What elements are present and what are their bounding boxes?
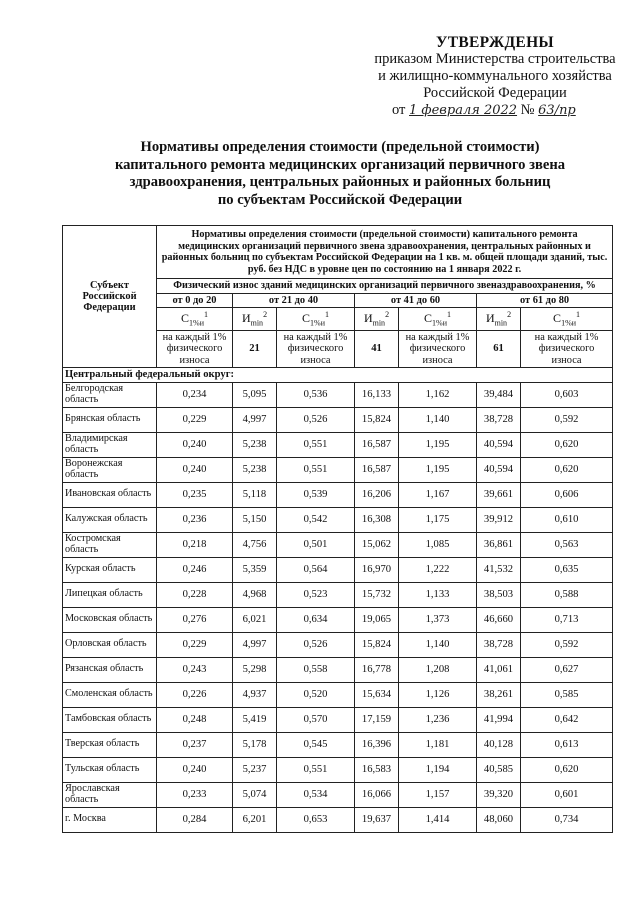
- value-cell: 41,532: [477, 557, 521, 582]
- value-cell: 0,585: [521, 682, 613, 707]
- value-cell: 0,606: [521, 482, 613, 507]
- from-label: от: [392, 102, 406, 118]
- region-name: Ивановская область: [63, 482, 157, 507]
- table-row: [63, 382, 613, 407]
- region-name: Владимирская область: [63, 432, 157, 457]
- region-name: Рязанская область: [63, 657, 157, 682]
- value-cell: 1,126: [399, 682, 477, 707]
- region-name: Липецкая область: [63, 582, 157, 607]
- value-cell: 5,150: [233, 507, 277, 532]
- imin-value: 41: [355, 330, 399, 368]
- symbol-sub: min: [372, 318, 386, 328]
- value-cell: 0,218: [157, 532, 233, 557]
- region-name: Смоленская область: [63, 682, 157, 707]
- value-cell: 0,570: [277, 707, 355, 732]
- approval-line: приказом Министерства строительства: [374, 51, 616, 67]
- value-cell: 1,373: [399, 607, 477, 632]
- value-cell: 6,021: [233, 607, 277, 632]
- value-cell: 0,526: [277, 407, 355, 432]
- value-cell: 48,060: [477, 807, 521, 832]
- value-cell: 17,159: [355, 707, 399, 732]
- symbol-main: И: [485, 310, 495, 325]
- value-cell: 0,620: [521, 432, 613, 457]
- value-cell: 5,118: [233, 482, 277, 507]
- imin-value: 21: [233, 330, 277, 368]
- region-name: Ярославская область: [63, 782, 157, 807]
- symbol-sup: 1: [446, 309, 451, 319]
- value-cell: 5,237: [233, 757, 277, 782]
- value-cell: 16,206: [355, 482, 399, 507]
- per-percent-note: на каждый 1% физического износа: [157, 330, 233, 368]
- value-cell: 19,065: [355, 607, 399, 632]
- table-row: [63, 557, 613, 582]
- value-cell: 0,603: [521, 382, 613, 407]
- subject-header: Субъект Российской Федерации: [63, 226, 157, 368]
- district-row: [63, 368, 613, 382]
- value-cell: 0,592: [521, 632, 613, 657]
- value-cell: 0,653: [277, 807, 355, 832]
- value-cell: 0,558: [277, 657, 355, 682]
- value-cell: 0,534: [277, 782, 355, 807]
- table-row: [63, 582, 613, 607]
- value-cell: 5,238: [233, 432, 277, 457]
- value-cell: 19,637: [355, 807, 399, 832]
- symbol-sup: 1: [576, 309, 581, 319]
- handwritten-date: 1 февраля 2022: [409, 103, 518, 118]
- value-cell: 0,226: [157, 682, 233, 707]
- table-row: [63, 632, 613, 657]
- value-cell: 41,994: [477, 707, 521, 732]
- value-cell: 4,997: [233, 407, 277, 432]
- value-cell: 1,236: [399, 707, 477, 732]
- imin-symbol: [355, 307, 399, 330]
- value-cell: 0,635: [521, 557, 613, 582]
- value-cell: 0,240: [157, 757, 233, 782]
- region-name: Московская область: [63, 607, 157, 632]
- value-cell: 4,937: [233, 682, 277, 707]
- value-cell: 0,240: [157, 432, 233, 457]
- table-row: [63, 682, 613, 707]
- value-cell: 0,564: [277, 557, 355, 582]
- value-cell: 15,634: [355, 682, 399, 707]
- value-cell: 1,133: [399, 582, 477, 607]
- approval-line: и жилищно-коммунального хозяйства: [378, 68, 612, 84]
- imin-value: 61: [477, 330, 521, 368]
- document-title: [60, 139, 620, 209]
- value-cell: 40,594: [477, 457, 521, 482]
- table-row: [63, 757, 613, 782]
- value-cell: 1,167: [399, 482, 477, 507]
- value-cell: 0,620: [521, 757, 613, 782]
- symbol-main: С: [424, 310, 433, 325]
- value-cell: 0,642: [521, 707, 613, 732]
- value-cell: 16,970: [355, 557, 399, 582]
- value-cell: 41,061: [477, 657, 521, 682]
- title-line: здравоохранения, центральных районных и районных больниц: [129, 174, 551, 191]
- c-symbol: [521, 307, 613, 330]
- value-cell: 40,128: [477, 732, 521, 757]
- symbol-sup: 1: [203, 309, 208, 319]
- wear-header: Физический износ зданий медицинских организаций первичного звеназдравоохранения, %: [157, 279, 613, 294]
- table-row: [63, 532, 613, 557]
- value-cell: 0,601: [521, 782, 613, 807]
- handwritten-number: 63/пр: [538, 103, 576, 118]
- region-name: Костромская область: [63, 532, 157, 557]
- value-cell: 16,778: [355, 657, 399, 682]
- region-name: г. Москва: [63, 807, 157, 832]
- symbol-sup: 2: [507, 309, 512, 319]
- value-cell: 36,861: [477, 532, 521, 557]
- table-row: [63, 607, 613, 632]
- title-line: капитального ремонта медицинских организаций первичного звена: [114, 156, 566, 173]
- table-row: [63, 782, 613, 807]
- value-cell: 1,195: [399, 457, 477, 482]
- c-symbol: [399, 307, 477, 330]
- value-cell: 16,587: [355, 432, 399, 457]
- approval-block: [360, 34, 630, 119]
- symbol-main: С: [181, 310, 190, 325]
- value-cell: 1,208: [399, 657, 477, 682]
- region-name: Брянская область: [63, 407, 157, 432]
- value-cell: 4,756: [233, 532, 277, 557]
- region-name: Калужская область: [63, 507, 157, 532]
- value-cell: 40,594: [477, 432, 521, 457]
- value-cell: 0,248: [157, 707, 233, 732]
- value-cell: 16,066: [355, 782, 399, 807]
- value-cell: 1,175: [399, 507, 477, 532]
- value-cell: 1,195: [399, 432, 477, 457]
- value-cell: 16,583: [355, 757, 399, 782]
- value-cell: 0,501: [277, 532, 355, 557]
- symbol-sub: 1%и: [310, 318, 325, 328]
- value-cell: 39,912: [477, 507, 521, 532]
- value-cell: 0,539: [277, 482, 355, 507]
- symbol-main: С: [553, 310, 562, 325]
- table-row: [63, 807, 613, 832]
- value-cell: 4,997: [233, 632, 277, 657]
- value-cell: 0,523: [277, 582, 355, 607]
- main-header: Нормативы определения стоимости (предельной стоимости) капитального ремонта медицинских организаций первичного звена здравоохранения, центральных районных и районных больниц по субъектам Российской Федерации на 1 кв. м. общей площади зданий, тыс. руб. без НДС в уровне цен по состоянию на 1 января 2022 г.: [157, 226, 613, 279]
- district-label: Центральный федеральный округ:: [63, 368, 613, 382]
- value-cell: 15,062: [355, 532, 399, 557]
- range-header: от 41 до 60: [355, 293, 477, 307]
- norms-table: [62, 225, 613, 833]
- imin-symbol: [477, 307, 521, 330]
- value-cell: 0,713: [521, 607, 613, 632]
- value-cell: 38,728: [477, 632, 521, 657]
- value-cell: 1,414: [399, 807, 477, 832]
- value-cell: 5,095: [233, 382, 277, 407]
- value-cell: 0,620: [521, 457, 613, 482]
- symbol-main: С: [302, 310, 311, 325]
- value-cell: 1,181: [399, 732, 477, 757]
- value-cell: 0,229: [157, 407, 233, 432]
- approval-date-line: [360, 102, 630, 119]
- value-cell: 0,588: [521, 582, 613, 607]
- value-cell: 0,233: [157, 782, 233, 807]
- range-header: от 61 до 80: [477, 293, 613, 307]
- value-cell: 0,520: [277, 682, 355, 707]
- value-cell: 0,234: [157, 382, 233, 407]
- value-cell: 0,240: [157, 457, 233, 482]
- symbol-sup: 2: [263, 309, 268, 319]
- value-cell: 0,613: [521, 732, 613, 757]
- approval-title: УТВЕРЖДЕНЫ: [436, 34, 554, 51]
- value-cell: 0,542: [277, 507, 355, 532]
- value-cell: 0,235: [157, 482, 233, 507]
- value-cell: 5,298: [233, 657, 277, 682]
- value-cell: 0,551: [277, 432, 355, 457]
- value-cell: 15,824: [355, 407, 399, 432]
- value-cell: 0,276: [157, 607, 233, 632]
- table-row: [63, 707, 613, 732]
- symbol-sub: 1%и: [432, 318, 447, 328]
- value-cell: 15,732: [355, 582, 399, 607]
- title-line: Нормативы определения стоимости (предельной стоимости): [140, 139, 540, 155]
- value-cell: 46,660: [477, 607, 521, 632]
- table-row: [63, 732, 613, 757]
- region-name: Курская область: [63, 557, 157, 582]
- value-cell: 15,824: [355, 632, 399, 657]
- value-cell: 1,140: [399, 407, 477, 432]
- value-cell: 0,526: [277, 632, 355, 657]
- value-cell: 16,308: [355, 507, 399, 532]
- value-cell: 0,229: [157, 632, 233, 657]
- region-name: Орловская область: [63, 632, 157, 657]
- value-cell: 39,484: [477, 382, 521, 407]
- value-cell: 0,734: [521, 807, 613, 832]
- symbol-sub: 1%и: [189, 318, 204, 328]
- range-header: от 0 до 20: [157, 293, 233, 307]
- per-percent-note: на каждый 1% физического износа: [521, 330, 613, 368]
- value-cell: 0,243: [157, 657, 233, 682]
- value-cell: 5,074: [233, 782, 277, 807]
- value-cell: 4,968: [233, 582, 277, 607]
- table-row: [63, 482, 613, 507]
- approval-line: Российской Федерации: [423, 85, 567, 101]
- value-cell: 5,419: [233, 707, 277, 732]
- value-cell: 40,585: [477, 757, 521, 782]
- per-percent-note: на каждый 1% физического износа: [399, 330, 477, 368]
- value-cell: 0,284: [157, 807, 233, 832]
- value-cell: 6,201: [233, 807, 277, 832]
- value-cell: 0,592: [521, 407, 613, 432]
- value-cell: 0,551: [277, 457, 355, 482]
- value-cell: 0,237: [157, 732, 233, 757]
- value-cell: 0,246: [157, 557, 233, 582]
- value-cell: 0,236: [157, 507, 233, 532]
- value-cell: 0,627: [521, 657, 613, 682]
- table-row: [63, 457, 613, 482]
- symbol-sub: min: [494, 318, 508, 328]
- value-cell: 5,359: [233, 557, 277, 582]
- value-cell: 1,157: [399, 782, 477, 807]
- value-cell: 16,133: [355, 382, 399, 407]
- value-cell: 0,228: [157, 582, 233, 607]
- region-name: Тульская область: [63, 757, 157, 782]
- title-line: по субъектам Российской Федерации: [217, 191, 463, 208]
- c-symbol: [277, 307, 355, 330]
- table-row: [63, 407, 613, 432]
- symbol-main: И: [363, 310, 373, 325]
- value-cell: 38,503: [477, 582, 521, 607]
- region-name: Тверская область: [63, 732, 157, 757]
- table-row: [63, 657, 613, 682]
- region-name: Тамбовская область: [63, 707, 157, 732]
- symbol-sub: min: [250, 318, 264, 328]
- region-name: Белгородская область: [63, 382, 157, 407]
- table-row: [63, 507, 613, 532]
- symbol-sup: 1: [324, 309, 329, 319]
- value-cell: 0,634: [277, 607, 355, 632]
- value-cell: 16,396: [355, 732, 399, 757]
- table-row: [63, 432, 613, 457]
- per-percent-note: на каждый 1% физического износа: [277, 330, 355, 368]
- value-cell: 39,661: [477, 482, 521, 507]
- value-cell: 0,536: [277, 382, 355, 407]
- value-cell: 1,085: [399, 532, 477, 557]
- symbol-main: И: [241, 310, 251, 325]
- value-cell: 16,587: [355, 457, 399, 482]
- value-cell: 1,140: [399, 632, 477, 657]
- value-cell: 0,563: [521, 532, 613, 557]
- value-cell: 1,222: [399, 557, 477, 582]
- value-cell: 38,728: [477, 407, 521, 432]
- value-cell: 1,162: [399, 382, 477, 407]
- symbol-sub: 1%и: [561, 318, 577, 328]
- value-cell: 0,610: [521, 507, 613, 532]
- region-name: Воронежская область: [63, 457, 157, 482]
- range-header: от 21 до 40: [233, 293, 355, 307]
- value-cell: 0,551: [277, 757, 355, 782]
- value-cell: 1,194: [399, 757, 477, 782]
- value-cell: 5,178: [233, 732, 277, 757]
- c-symbol: [157, 307, 233, 330]
- number-label: №: [520, 102, 535, 118]
- imin-symbol: [233, 307, 277, 330]
- value-cell: 38,261: [477, 682, 521, 707]
- symbol-sup: 2: [385, 309, 390, 319]
- value-cell: 5,238: [233, 457, 277, 482]
- value-cell: 0,545: [277, 732, 355, 757]
- value-cell: 39,320: [477, 782, 521, 807]
